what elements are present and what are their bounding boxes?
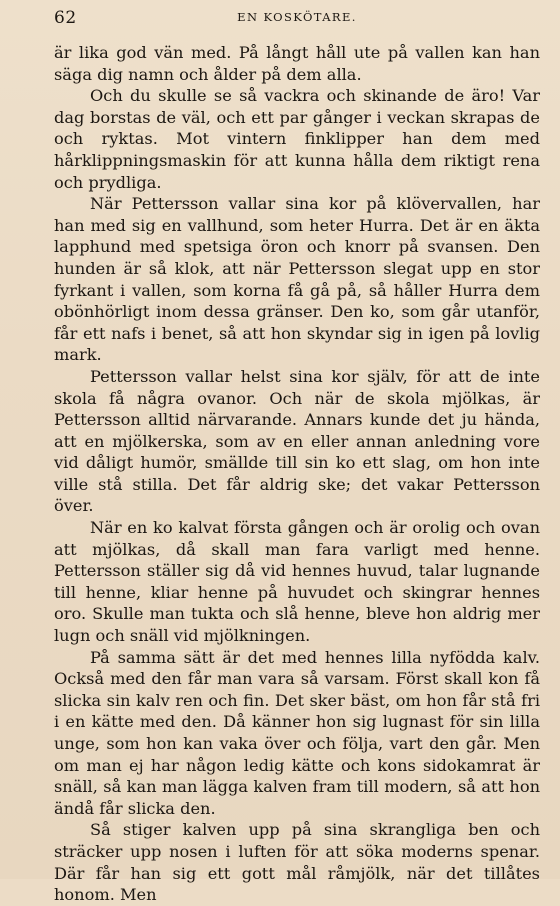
paragraph: Pettersson vallar helst sina kor själv, för att de inte skola få några ovanor. Och när de skola mjölkas, är Pettersson alltid närvarande. Annars kunde det ju hända, att en mjölkerska, som av en eller annan anledning vore vid dåligt humör, smällde till sin ko ett slag, om hon inte ville stå stilla. Det får aldrig ske; det vakar Pettersson över. <box>54 366 540 516</box>
paragraph: När en ko kalvat första gången och är orolig och ovan att mjölkas, då skall man fara varligt med henne. Pettersson ställer sig då vid hennes huvud, talar lugnande till henne, kliar henne på huvudet och skingrar hennes oro. Skulle man tukta och slå henne, bleve hon aldrig mer lugn och snäll vid mjölkningen. <box>54 518 540 646</box>
body-text <box>54 42 540 906</box>
paragraph: Så stiger kalven upp på sina skrangliga ben och sträcker upp nosen i luften för att söka moderns spenar. Där får han sig ett gott mål råmjölk, när det tillåtes honom. Men <box>54 820 540 905</box>
paragraph-continuation: är lika god vän med. På långt håll ute på vallen kan han säga dig namn och ålder på dem alla. <box>54 43 540 84</box>
paragraph: På samma sätt är det med hennes lilla nyfödda kalv. Också med den får man vara så varsam. Först skall kon få slicka sin kalv ren och fin. Det sker bäst, om hon får stå fri i en kätte med den. Då känner hon sig lugnast för sin lilla unge, som hon kan vaka över och följa, vart den går. Men om man ej har någon ledig kätte och kons sidokamrat är snäll, så kan man lägga kalven fram till modern, så att hon ändå får slicka den. <box>54 647 540 818</box>
paragraph: När Pettersson vallar sina kor på klövervallen, har han med sig en vallhund, som heter Hurra. Det är en äkta lapphund med spetsiga öron och knorr på svansen. Den hunden är så klok, att när Pettersson slegat upp en stor fyrkant i vallen, som korna få gå på, så håller Hurra dem obönhörligt inom dessa gränser. Den ko, som går utanför, får ett nafs i benet, så att hon skyndar sig in igen på lovlig mark. <box>54 194 540 365</box>
page-header <box>54 8 540 32</box>
running-title: EN KOSKÖTARE. <box>237 10 357 24</box>
page-number: 62 <box>54 8 77 28</box>
paragraph: Och du skulle se så vackra och skinande de äro! Var dag borstas de väl, och ett par gånger i veckan skrapas de och ryktas. Mot vintern finklipper han dem med hårklippningsmaskin för att kunna hålla dem riktigt rena och prydliga. <box>54 86 540 192</box>
